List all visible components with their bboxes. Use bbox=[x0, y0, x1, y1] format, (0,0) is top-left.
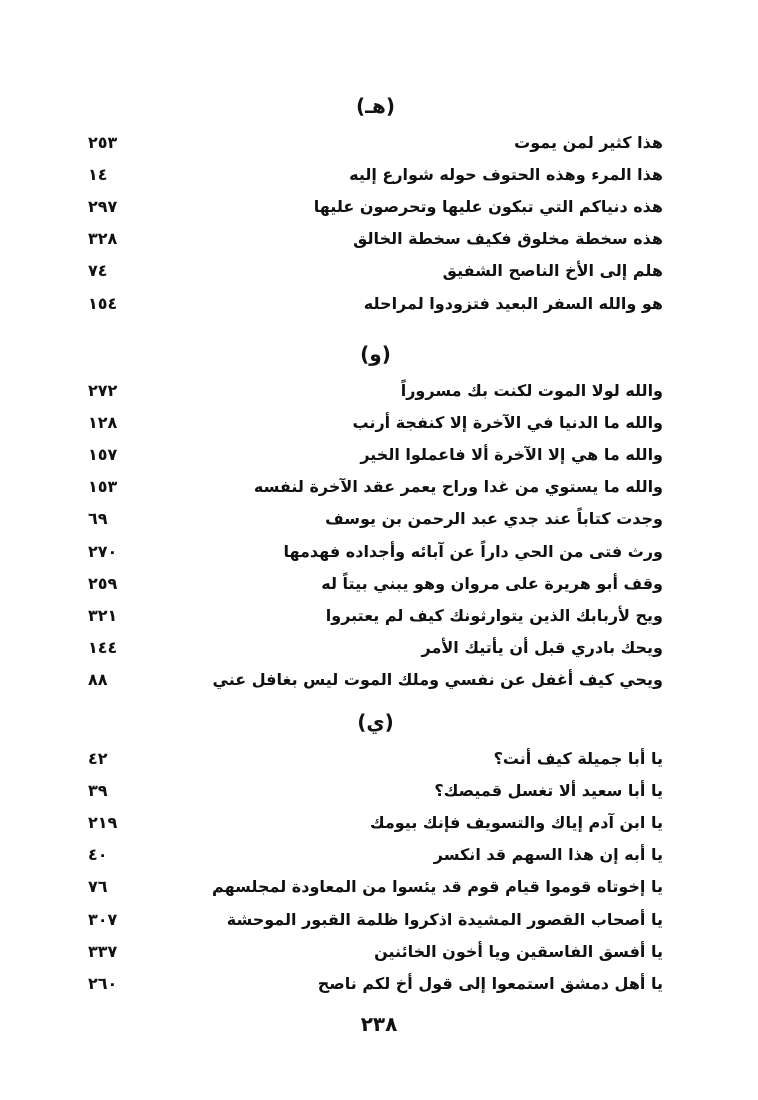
entry-page-number: ١٤ bbox=[88, 164, 108, 184]
entry-page-number: ٣٠٧ bbox=[88, 909, 118, 929]
entry-text: يا أصحاب القصور المشيدة اذكروا ظلمة القبور الموحشة bbox=[226, 909, 663, 929]
entry-text: هو والله السفر البعيد فتزودوا لمراحله bbox=[363, 293, 663, 313]
entry-page-number: ١٥٧ bbox=[88, 444, 118, 464]
entry-page-number: ٢٧٠ bbox=[88, 541, 118, 561]
entry-text: هذه سخطة مخلوق فكيف سخطة الخالق bbox=[353, 229, 663, 249]
entry-text: والله ما يستوي من غدا وراح يعمر عقد الآخرة لنفسه bbox=[253, 477, 663, 497]
index-entry bbox=[88, 839, 663, 871]
entry-page-number: ٣٣٧ bbox=[88, 941, 118, 961]
index-entry bbox=[88, 903, 663, 935]
index-entry bbox=[88, 871, 663, 903]
index-entry bbox=[88, 664, 663, 696]
index-entry bbox=[88, 599, 663, 631]
entry-text: ورث فتى من الحي داراً عن آبائه وأجداده فهدمها bbox=[283, 541, 663, 561]
entry-page-number: ٣٢١ bbox=[88, 605, 118, 625]
entry-page-number: ٢٥٩ bbox=[88, 573, 118, 593]
entry-text: وقف أبو هريرة على مروان وهو يبني بيتاً له bbox=[321, 573, 663, 593]
entry-page-number: ٤٢ bbox=[88, 748, 108, 768]
entry-page-number: ٢٧٢ bbox=[88, 380, 118, 400]
entry-page-number: ١٥٣ bbox=[88, 477, 118, 497]
entry-text: يا أفسق الفاسقين ويا أخون الخائنين bbox=[374, 941, 663, 961]
entry-text: والله لولا الموت لكنت بك مسروراً bbox=[400, 380, 663, 400]
entry-page-number: ١٤٤ bbox=[88, 638, 118, 658]
section-waw bbox=[88, 334, 663, 696]
entry-text: يا أبا جميلة كيف أنت؟ bbox=[493, 748, 663, 768]
section-ya bbox=[88, 702, 663, 1000]
entry-text: هذه دنياكم التي تبكون عليها وتحرصون عليها bbox=[313, 196, 663, 216]
entry-text: هذا المرء وهذه الحتوف حوله شوارع إليه bbox=[349, 164, 663, 184]
entry-page-number: ١٥٤ bbox=[88, 293, 118, 313]
section-heading: (و) bbox=[360, 342, 391, 366]
entry-text: هذا كثير لمن يموت bbox=[514, 132, 663, 152]
entry-page-number: ٤٠ bbox=[88, 845, 108, 865]
index-entry bbox=[88, 806, 663, 838]
entry-text: يا أبه إن هذا السهم قد انكسر bbox=[433, 845, 663, 865]
entry-page-number: ٣٢٨ bbox=[88, 229, 118, 249]
index-entry bbox=[88, 503, 663, 535]
entry-page-number: ٣٩ bbox=[88, 780, 108, 800]
entry-page-number: ٧٦ bbox=[88, 877, 108, 897]
index-entry bbox=[88, 535, 663, 567]
index-entry bbox=[88, 742, 663, 774]
entry-text: يا ابن آدم إياك والتسويف فإنك بيومك bbox=[369, 812, 663, 832]
entry-text: هلم إلى الأخ الناصح الشفيق bbox=[442, 261, 663, 281]
entry-page-number: ١٢٨ bbox=[88, 412, 118, 432]
entry-text: يا أبا سعيد ألا تغسل قميصك؟ bbox=[434, 780, 663, 800]
entry-page-number: ٧٤ bbox=[88, 261, 108, 281]
entry-text: وجدت كتاباً عند جدي عبد الرحمن بن يوسف bbox=[325, 509, 663, 529]
index-entry bbox=[88, 126, 663, 158]
index-entry bbox=[88, 471, 663, 503]
index-entry bbox=[88, 935, 663, 967]
index-entry bbox=[88, 287, 663, 319]
entry-page-number: ٢٩٧ bbox=[88, 196, 118, 216]
index-entry bbox=[88, 374, 663, 406]
index-entry bbox=[88, 223, 663, 255]
index-entry bbox=[88, 158, 663, 190]
index-entry bbox=[88, 406, 663, 438]
entry-page-number: ٢٦٠ bbox=[88, 973, 118, 993]
entry-text: ويح لأربابك الذين يتوارثونك كيف لم يعتبروا bbox=[325, 605, 663, 625]
entry-text: والله ما الدنيا في الآخرة إلا كنفجة أرنب bbox=[352, 412, 663, 432]
entry-page-number: ٢٥٣ bbox=[88, 132, 118, 152]
entry-text: ويحك بادري قبل أن يأتيك الأمر bbox=[421, 638, 663, 658]
index-entry bbox=[88, 190, 663, 222]
index-entry bbox=[88, 255, 663, 287]
index-entry bbox=[88, 774, 663, 806]
index-entry bbox=[88, 632, 663, 664]
index-entry bbox=[88, 567, 663, 599]
section-heading: (ي) bbox=[357, 710, 394, 734]
entry-page-number: ٢١٩ bbox=[88, 812, 118, 832]
section-ha bbox=[88, 86, 663, 319]
index-entry bbox=[88, 967, 663, 999]
entry-page-number: ٦٩ bbox=[88, 509, 108, 529]
entry-text: والله ما هي إلا الآخرة ألا فاعملوا الخير bbox=[360, 444, 663, 464]
entry-page-number: ٨٨ bbox=[88, 670, 108, 690]
section-heading: (هـ) bbox=[356, 94, 395, 118]
entry-text: ويحي كيف أغفل عن نفسي وملك الموت ليس بغافل عني bbox=[212, 670, 663, 690]
page-number: ٢٣٨ bbox=[360, 1012, 398, 1036]
entry-text: يا إخوتاه قوموا قيام قوم قد يئسوا من المعاودة لمجلسهم bbox=[212, 877, 663, 897]
index-entry bbox=[88, 438, 663, 470]
entry-text: يا أهل دمشق استمعوا إلى قول أخ لكم ناصح bbox=[317, 973, 663, 993]
